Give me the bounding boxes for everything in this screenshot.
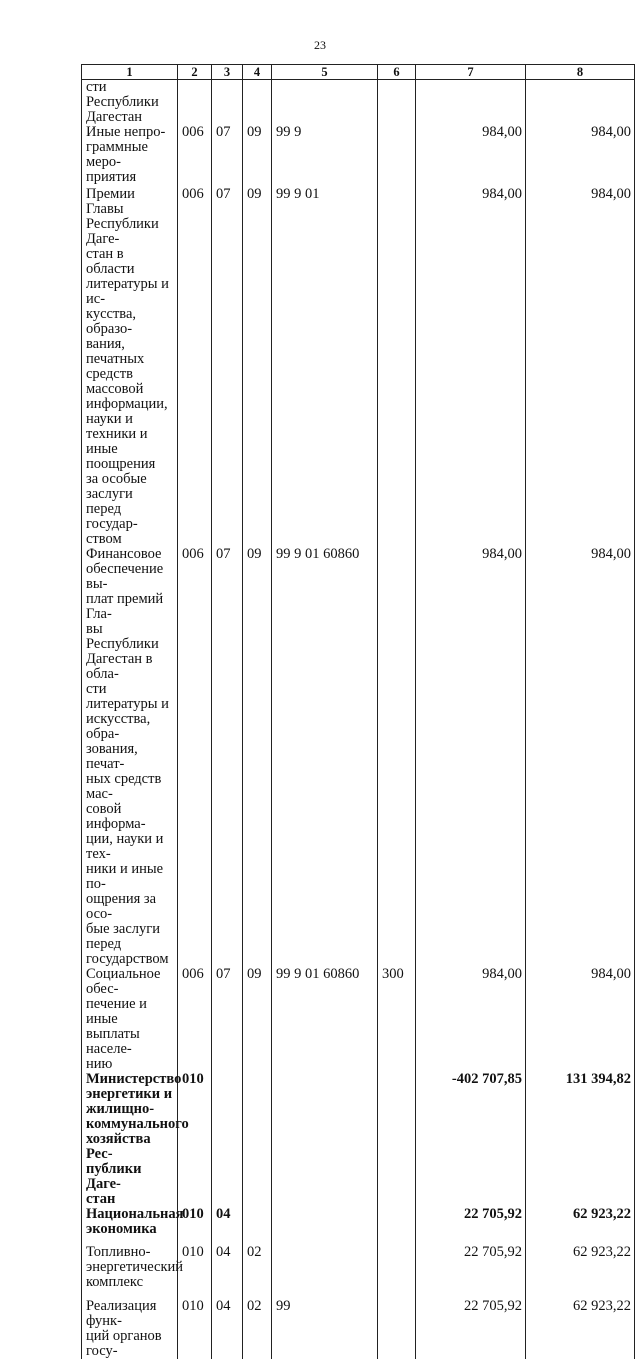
- row-value-8: 984,00: [526, 547, 635, 967]
- table-row: [82, 187, 635, 547]
- row-admin-code: 006: [178, 547, 212, 967]
- row-subsection: [243, 80, 272, 126]
- row-name: Финансовое обеспечение вы- плат премий Гла- вы Республики Дагестан в обла- сти литературы и искусства, обра- зования, печат- ных средств мас- совой информа- ции, науки и тех- ники и иные по- ощрения за осо- бые заслуги перед государством: [86, 546, 169, 967]
- column-header-2: 2: [178, 65, 212, 80]
- row-expense-type: [378, 1072, 416, 1207]
- page-number: 23: [314, 38, 326, 52]
- row-target: 99 9 01 60860: [272, 547, 378, 967]
- row-section: 04: [212, 1245, 243, 1299]
- column-header-7: 7: [416, 65, 526, 80]
- row-subsection: 02: [243, 1299, 272, 1359]
- row-name: Топливно- энергетический комплекс: [86, 1244, 184, 1290]
- row-value-8: 62 923,22: [526, 1245, 635, 1299]
- row-admin-code: 006: [178, 125, 212, 187]
- table-row: [82, 967, 635, 1072]
- row-expense-type: [378, 80, 416, 126]
- table-row: [82, 1299, 635, 1359]
- row-value-7: [416, 80, 526, 126]
- table-header-row: [82, 65, 635, 80]
- row-value-8: 984,00: [526, 125, 635, 187]
- row-target: 99 9 01 60860: [272, 967, 378, 1072]
- row-value-8: 131 394,82: [526, 1072, 635, 1207]
- table-row: [82, 547, 635, 967]
- row-value-8: 984,00: [526, 187, 635, 547]
- row-admin-code: 006: [178, 967, 212, 1072]
- row-value-7: 984,00: [416, 125, 526, 187]
- row-value-7: 984,00: [416, 967, 526, 1072]
- row-subsection: 02: [243, 1245, 272, 1299]
- row-expense-type: [378, 1299, 416, 1359]
- row-name: Иные непро- граммные меро- приятия: [86, 124, 166, 185]
- row-admin-code: 010: [178, 1072, 212, 1207]
- row-value-8: 984,00: [526, 967, 635, 1072]
- row-expense-type: [378, 187, 416, 547]
- row-value-7: 22 705,92: [416, 1299, 526, 1359]
- row-value-7: 984,00: [416, 547, 526, 967]
- row-name: Премии Главы Республики Даге- стан в области литературы и ис- кусства, образо- вания, печатных средств массовой информации, науки и техники и иные поощрения за особые заслуги перед государ- ством: [86, 186, 169, 547]
- row-expense-type: [378, 1245, 416, 1299]
- row-value-8: 62 923,22: [526, 1299, 635, 1359]
- row-target: [272, 1207, 378, 1245]
- column-header-1: 1: [82, 65, 178, 80]
- column-header-6: 6: [378, 65, 416, 80]
- table-row: [82, 80, 635, 126]
- row-target: 99 9: [272, 125, 378, 187]
- row-section: 04: [212, 1207, 243, 1245]
- row-expense-type: [378, 125, 416, 187]
- row-admin-code: 010: [178, 1245, 212, 1299]
- column-header-8: 8: [526, 65, 635, 80]
- row-value-8: 62 923,22: [526, 1207, 635, 1245]
- row-target: [272, 80, 378, 126]
- row-section: 07: [212, 967, 243, 1072]
- column-header-4: 4: [243, 65, 272, 80]
- row-expense-type: [378, 1207, 416, 1245]
- column-header-3: 3: [212, 65, 243, 80]
- row-target: 99 9 01: [272, 187, 378, 547]
- row-name: сти Республики Дагестан: [86, 79, 159, 125]
- row-section: 07: [212, 125, 243, 187]
- row-name: Министерство энергетики и жилищно- коммунального хозяйства Рес- публики Даге- стан: [86, 1071, 189, 1207]
- row-expense-type: 300: [378, 967, 416, 1072]
- row-target: 99: [272, 1299, 378, 1359]
- row-subsection: 09: [243, 547, 272, 967]
- row-value-8: [526, 80, 635, 126]
- row-admin-code: [178, 80, 212, 126]
- row-section: 07: [212, 547, 243, 967]
- budget-table: [81, 64, 635, 1359]
- row-name: Реализация функ- ций органов госу-: [86, 1298, 162, 1359]
- row-admin-code: 010: [178, 1299, 212, 1359]
- row-value-7: -402 707,85: [416, 1072, 526, 1207]
- row-target: [272, 1245, 378, 1299]
- row-subsection: 09: [243, 187, 272, 547]
- row-value-7: 22 705,92: [416, 1245, 526, 1299]
- row-admin-code: 010: [178, 1207, 212, 1245]
- row-value-7: 22 705,92: [416, 1207, 526, 1245]
- table-row: [82, 1245, 635, 1299]
- table-row: [82, 1207, 635, 1245]
- row-admin-code: 006: [178, 187, 212, 547]
- row-subsection: [243, 1207, 272, 1245]
- row-section: [212, 80, 243, 126]
- row-name: Социальное обес- печение и иные выплаты населе- нию: [86, 966, 161, 1072]
- row-name: Национальная экономика: [86, 1206, 184, 1237]
- table-row: [82, 1072, 635, 1207]
- row-subsection: 09: [243, 967, 272, 1072]
- row-subsection: 09: [243, 125, 272, 187]
- row-section: 04: [212, 1299, 243, 1359]
- row-subsection: [243, 1072, 272, 1207]
- row-target: [272, 1072, 378, 1207]
- column-header-5: 5: [272, 65, 378, 80]
- row-section: 07: [212, 187, 243, 547]
- row-expense-type: [378, 547, 416, 967]
- row-value-7: 984,00: [416, 187, 526, 547]
- row-section: [212, 1072, 243, 1207]
- table-row: [82, 125, 635, 187]
